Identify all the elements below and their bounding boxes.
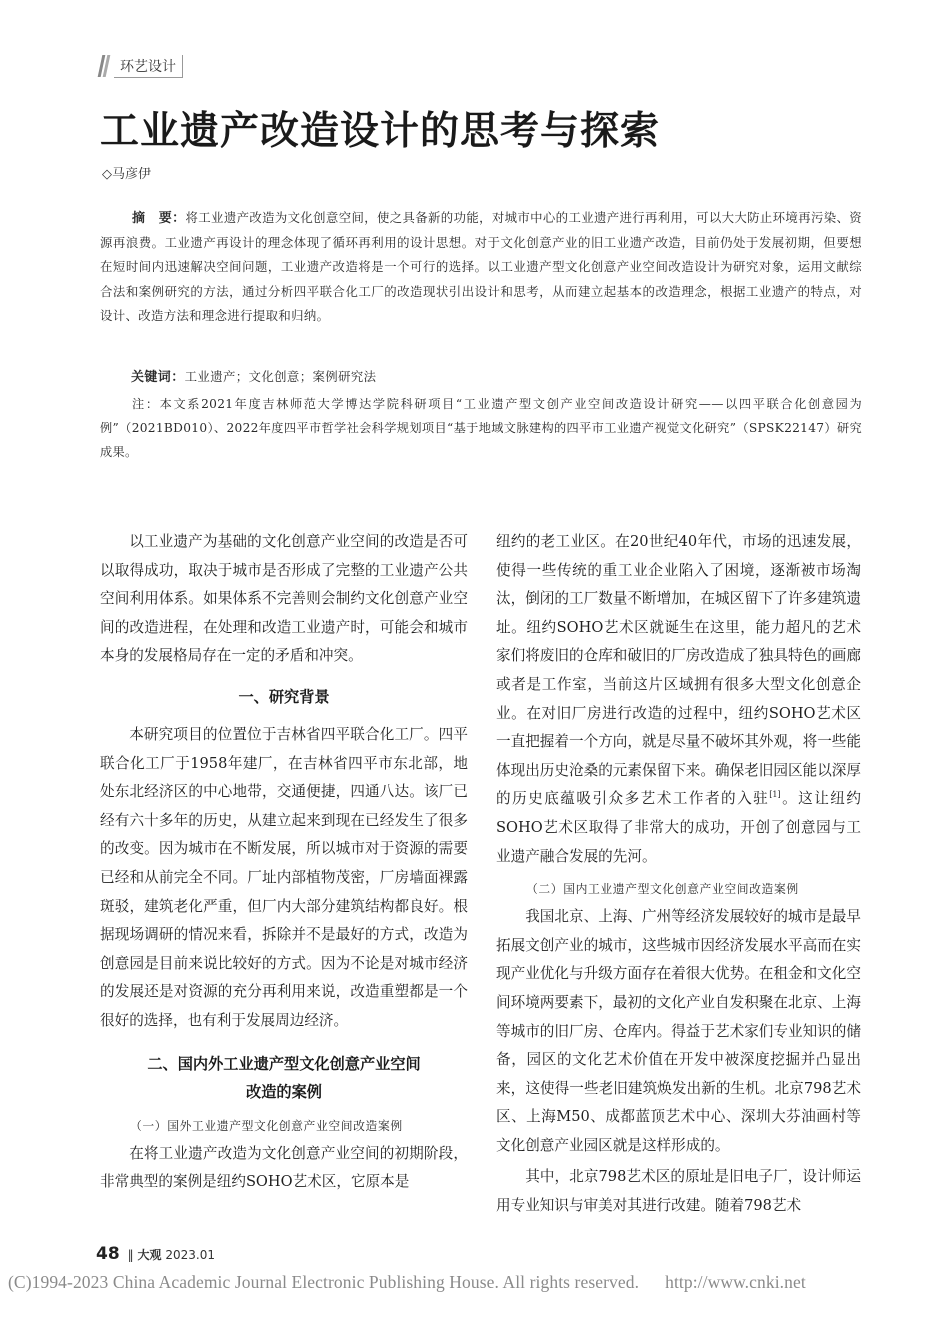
soho-text-a: 纽约的老工业区。在20世纪40年代，市场的迅速发展，使得一些传统的重工业企业陷入了困境，逐渐被市场淘汰，倒闭的工厂数量不断增加，在城区留下了许多建筑遗址。纽约SOHO艺术区就诞生在这里，能力超凡的艺术家们将废旧的仓库和破旧的厂房改造成了独具特色的画廊或者是工作室，当前这片区域拥有很多大型文化创意企业。在对旧厂房进行改造的过程中，纽约SOHO艺术区一直把握着一个方向，就是尽量不破坏其外观，将一些能体现出历史沧桑的元素保留下来。确保老旧园区能以深厚的历史底蕴吸引众多艺术工作者的入驻 [496, 533, 861, 808]
abstract-text: 将工业遗产改造为文化创意空间，使之具备新的功能，对城市中心的工业遗产进行再利用，可以大大防止环境再污染、资源再浪费。工业遗产再设计的理念体现了循环再利用的设计思想。对于文化创意产业的旧工业遗产改造，目前仍处于发展初期，但要想在短时间内迅速解决空间问题，工业遗产改造将是一个可行的选择。以工业遗产型文化创意产业空间改造设计为研究对象，运用文献综合法和案例研究的方法，通过分析四平联合化工厂的改造现状引出设计和思考，从而建立起基本的改造理念，根据工业遗产的特点，对设计、改造方法和理念进行提取和归纳。 [100, 210, 862, 323]
funding-note: 注：本文系2021年度吉林师范大学博达学院科研项目“工业遗产型文创产业空间改造设计研究——以四平联合化创意园为例”（2021BD010）、2022年度四平市哲学社会科学规划项目“基于地域文脉建构的四平市工业遗产视觉文化研究”（SPSK22147）研究成果。 [100, 397, 862, 460]
subheading-domestic-cases: （二）国内工业遗产型文化创意产业空间改造案例 [526, 882, 799, 897]
abstract [100, 206, 862, 328]
798-paragraph: 其中，北京798艺术区的原址是旧电子厂，设计师运用专业知识与审美对其进行改建。随着798艺术 [496, 1168, 861, 1215]
journal-info [128, 1246, 215, 1263]
page-number: 48 [96, 1244, 120, 1264]
journal-issue: 2023.01 [165, 1248, 215, 1262]
article-author: ◇马彦伊 [102, 167, 151, 182]
background-paragraph: 本研究项目的位置位于吉林省四平联合化工厂。四平联合化工厂于1958年建厂，在吉林省四平市东北部，地处东北经济区的中心地带，交通便捷，四通八达。该厂已经有六十多年的历史，从建立起来到现在已经发生了很多的改变。因为城市在不断发展，所以城市对于资源的需要已经和从前完全不同。厂址内部植物茂密，厂房墙面裸露斑驳，建筑老化严重，但厂内大部分建筑结构都良好。根据现场调研的情况来看，拆除并不是最好的方式，改造为创意园是目前来说比较好的方式。因为不论是对城市经济的发展还是对资源的充分再利用来说，改造重塑都是一个很好的选择，也有利于发展周边经济。 [100, 725, 468, 1029]
citation-1: [1] [769, 790, 781, 800]
footer-separator: ‖ [127, 1248, 134, 1262]
right-column [496, 528, 861, 1221]
section-heading-1: 一、研究背景 [238, 687, 330, 706]
soho-paragraph [496, 528, 861, 871]
keywords [131, 366, 376, 385]
abstract-label: 摘 要： [132, 211, 186, 226]
section-heading-2-line2: 改造的案例 [246, 1082, 322, 1101]
article-title: 工业遗产改造设计的思考与探索 [100, 109, 661, 154]
section-tag [100, 54, 183, 78]
page-footer [96, 1244, 215, 1264]
watermark-url: http://www.cnki.net [665, 1272, 806, 1292]
domestic-case-paragraph: 我国北京、上海、广州等经济发展较好的城市是最早拓展文创产业的城市，这些城市因经济发展水平高而在实现产业优化与升级方面存在着很大优势。在租金和文化空间环境两要素下，最初的文化产业自发积聚在北京、上海等城市的旧厂房、仓库内。得益于艺术家们专业知识的储备，园区的文化艺术价值在开发中被深度挖掘并凸显出来，这使得一些老旧建筑焕发出新的生机。北京798艺术区、上海M50、成都蓝顶艺术中心、深圳大芬油画村等文化创意产业园区就是这样形成的。 [496, 908, 861, 1154]
journal-name: 大观 [137, 1248, 162, 1262]
left-column [100, 528, 468, 1197]
subheading-foreign-cases: （一）国外工业遗产型文化创意产业空间改造案例 [130, 1118, 403, 1133]
watermark-copyright: (C)1994-2023 China Academic Journal Electronic Publishing House. All rights reserved. [8, 1272, 640, 1292]
section-tag-label: 环艺设计 [114, 55, 183, 78]
tag-decoration [100, 55, 110, 77]
keywords-text: 工业遗产；文化创意；案例研究法 [184, 369, 377, 384]
cnki-watermark [8, 1272, 806, 1293]
section-heading-2-line1: 二、国内外工业遗产型文化创意产业空间 [147, 1054, 421, 1073]
foreign-case-paragraph: 在将工业遗产改造为文化创意产业空间的初期阶段，非常典型的案例是纽约SOHO艺术区，它原本是 [100, 1144, 468, 1191]
soho-text-b: 。这让纽约SOHO艺术区取得了非常大的成功，开创了创意园与工业遗产融合发展的先河。 [496, 790, 861, 865]
intro-paragraph: 以工业遗产为基础的文化创意产业空间的改造是否可以取得成功，取决于城市是否形成了完整的工业遗产公共空间利用体系。如果体系不完善则会制约文化创意产业空间的改造进程，在处理和改造工业遗产时，可能会和城市本身的发展格局存在一定的矛盾和冲突。 [100, 533, 468, 665]
keywords-label: 关键词： [131, 370, 185, 385]
